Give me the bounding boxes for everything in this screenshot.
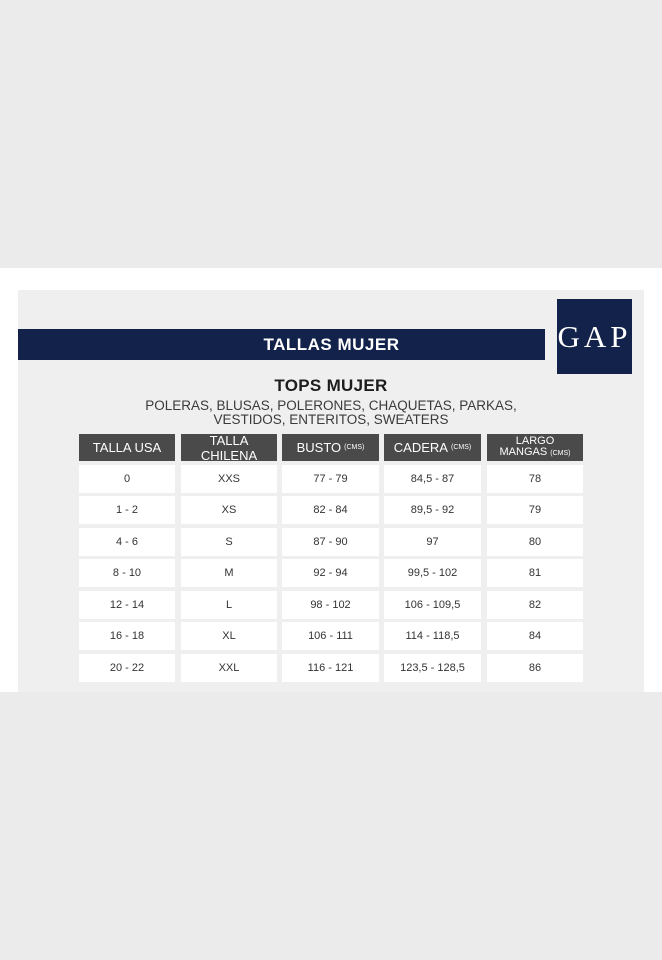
banner-title: TALLAS MUJER [263,334,400,354]
table-cell: 8 - 10 [79,559,175,587]
gap-logo: GAP [557,299,632,374]
table-cell: 82 - 84 [282,496,379,524]
header-label: TALLA CHILENA [200,432,258,463]
table-cell: 89,5 - 92 [384,496,481,524]
table-cell: 0 [79,465,175,493]
header-label-2 [500,447,571,459]
table-cell: 92 - 94 [282,559,379,587]
table-cell: 79 [487,496,583,524]
table-cell: XXS [181,465,277,493]
header-label: CADERA [393,440,448,455]
table-cell: L [181,591,277,619]
header-busto [282,434,379,461]
header-talla-usa [79,434,175,461]
header-cadera [384,434,481,461]
table-cell: 123,5 - 128,5 [384,654,481,682]
table-cell: 106 - 111 [282,622,379,650]
header-unit: (CMS) [450,444,472,451]
subtitle-line-1: POLERAS, BLUSAS, POLERONES, CHAQUETAS, PARKAS, [145,398,517,413]
chart-subtitle [130,399,532,427]
header-label: LARGO [515,435,555,447]
header-unit: (CMS) [550,450,571,457]
header-talla-chilena [181,434,277,461]
header-largo-mangas [487,434,583,461]
table-cell: 20 - 22 [79,654,175,682]
table-cell: 106 - 109,5 [384,591,481,619]
table-cell: 4 - 6 [79,528,175,556]
header-label-2-text: MANGAS [499,446,548,458]
table-cell: 97 [384,528,481,556]
top-gray-area [0,0,662,268]
table-cell: 114 - 118,5 [384,622,481,650]
table-cell: 99,5 - 102 [384,559,481,587]
chart-title: TOPS MUJER [274,376,388,395]
table-cell: 81 [487,559,583,587]
table-cell: 84 [487,622,583,650]
table-cell: XL [181,622,277,650]
table-cell: 84,5 - 87 [384,465,481,493]
table-cell: M [181,559,277,587]
table-cell: 78 [487,465,583,493]
table-cell: 77 - 79 [282,465,379,493]
header-label: TALLA USA [92,440,162,455]
section-banner [18,329,545,360]
table-cell: 87 - 90 [282,528,379,556]
table-cell: 1 - 2 [79,496,175,524]
table-cell: 12 - 14 [79,591,175,619]
header-unit: (CMS) [344,444,365,451]
table-cell: 86 [487,654,583,682]
table-cell: 16 - 18 [79,622,175,650]
header-label: BUSTO [296,440,342,455]
table-cell: 80 [487,528,583,556]
table-cell: 116 - 121 [282,654,379,682]
table-cell: 82 [487,591,583,619]
table-cell: S [181,528,277,556]
subtitle-line-2: VESTIDOS, ENTERITOS, SWEATERS [213,412,449,427]
table-cell: XXL [181,654,277,682]
table-cell: 98 - 102 [282,591,379,619]
table-cell: XS [181,496,277,524]
